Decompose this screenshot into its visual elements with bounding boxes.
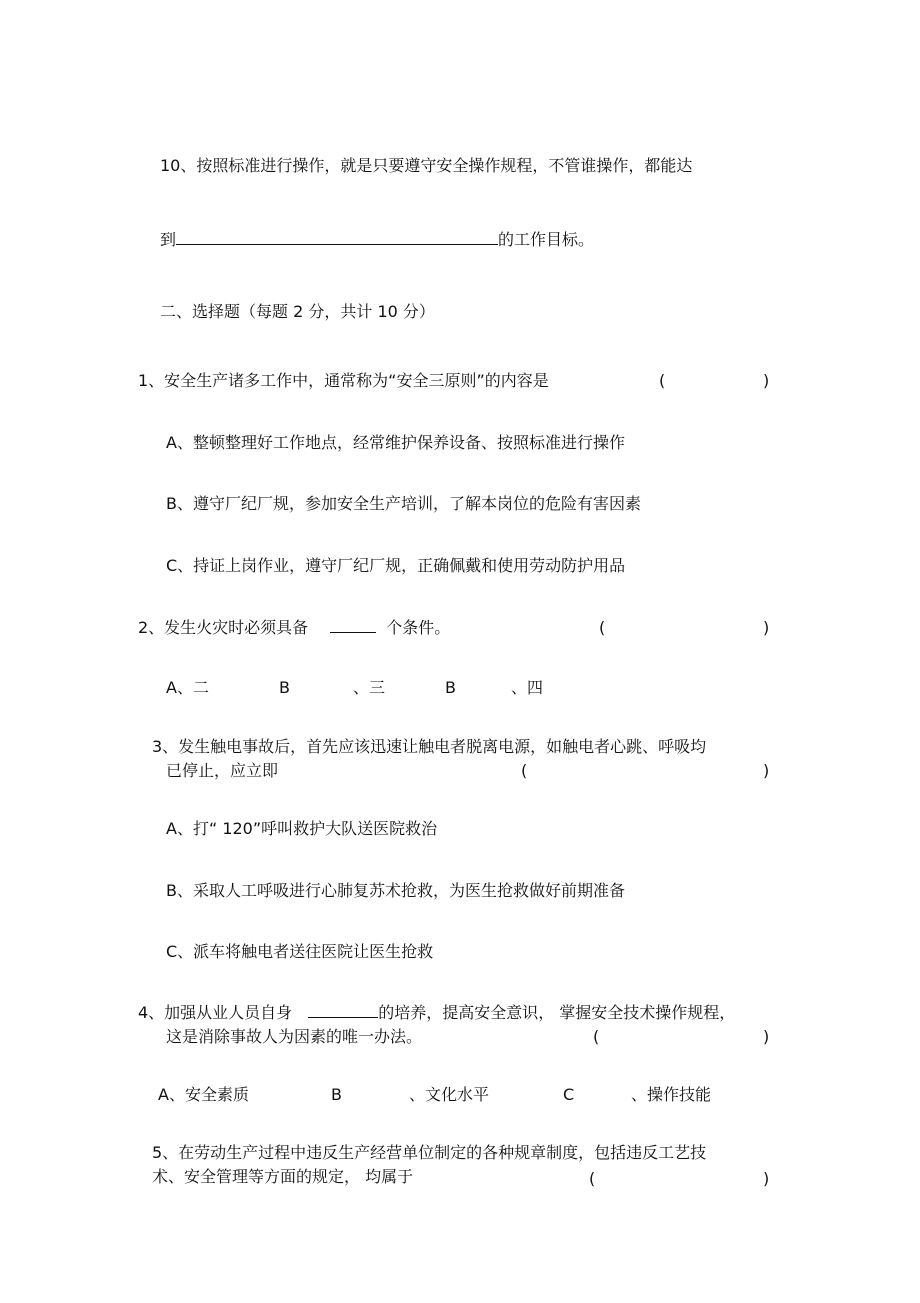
q2-stem-suffix: 个条件。: [386, 618, 451, 637]
q2-stem-prefix: 2、发生火灾时必须具备: [138, 618, 309, 637]
q4-answer-paren-close[interactable]: ): [763, 1027, 770, 1046]
q3-answer-paren-close[interactable]: ): [763, 761, 770, 780]
q1-answer-paren-open[interactable]: (: [659, 371, 666, 390]
q4-option-c-letter[interactable]: C: [563, 1085, 575, 1104]
q3-stem-line2: 已停止，应立即: [166, 761, 279, 780]
q4-stem-prefix: 4、加强从业人员自身: [138, 1003, 293, 1022]
q2-answer-paren-close[interactable]: ): [763, 618, 770, 637]
q2-option-a[interactable]: A、二: [166, 678, 209, 697]
q2-option-c-text[interactable]: 、四: [511, 678, 544, 697]
q1-answer-paren-close[interactable]: ): [763, 371, 770, 390]
q4-option-a[interactable]: A、安全素质: [158, 1085, 249, 1104]
q4-option-b-text[interactable]: 、文化水平: [409, 1085, 490, 1104]
q4-answer-paren-open[interactable]: (: [593, 1027, 600, 1046]
q4-answer-blank[interactable]: [308, 1003, 378, 1018]
q4-option-b-letter[interactable]: B: [331, 1085, 342, 1104]
q3-option-a[interactable]: A、打“ 120”呼叫救护大队送医院救治: [166, 819, 438, 838]
q10-line2-prefix: 到: [160, 230, 177, 249]
q2-option-b-text[interactable]: 、三: [353, 678, 386, 697]
q2-stem: [138, 618, 450, 638]
q10-line1: 10、按照标准进行操作，就是只要遵守安全操作规程，不管谁操作，都能达: [160, 156, 693, 175]
section-title: 二、选择题（每题 2 分，共计 10 分）: [160, 302, 435, 321]
q3-option-c[interactable]: C、派车将触电者送往医院让医生抢救: [166, 942, 434, 961]
q4-option-c-text[interactable]: 、操作技能: [631, 1085, 712, 1104]
q2-answer-blank[interactable]: [330, 618, 376, 633]
q10-line2-suffix: 的工作目标。: [498, 230, 595, 249]
q5-stem-line2: 术、安全管理等方面的规定， 均属于: [152, 1167, 414, 1186]
q2-option-b-letter[interactable]: B: [279, 678, 290, 697]
q3-option-b[interactable]: B、采取人工呼吸进行心肺复苏术抢救，为医生抢救做好前期准备: [166, 881, 625, 900]
q5-stem-line1: 5、在劳动生产过程中违反生产经营单位制定的各种规章制度，包括违反工艺技: [152, 1143, 707, 1162]
q2-answer-paren-open[interactable]: (: [599, 618, 606, 637]
q1-option-a[interactable]: A、整顿整理好工作地点，经常维护保养设备、按照标准进行操作: [166, 433, 625, 452]
q3-answer-paren-open[interactable]: (: [521, 761, 528, 780]
q1-option-c[interactable]: C、持证上岗作业，遵守厂纪厂规，正确佩戴和使用劳动防护用品: [166, 556, 626, 575]
q2-option-c-letter[interactable]: B: [445, 678, 456, 697]
q3-stem-line1: 3、发生触电事故后，首先应该迅速让触电者脱离电源，如触电者心跳、呼吸均: [152, 737, 707, 756]
q4-stem-line1: [138, 1003, 735, 1023]
q5-answer-paren-close[interactable]: ): [763, 1169, 770, 1188]
q1-option-b[interactable]: B、遵守厂纪厂规，参加安全生产培训，了解本岗位的危险有害因素: [166, 494, 641, 513]
q10-answer-blank[interactable]: [176, 230, 498, 245]
q10-line2: [160, 230, 594, 250]
q4-stem-suffix: 的培养，提高安全意识， 掌握安全技术操作规程，: [378, 1003, 736, 1022]
q5-answer-paren-open[interactable]: (: [589, 1169, 596, 1188]
q4-stem-line2: 这是消除事故人为因素的唯一办法。: [166, 1027, 423, 1046]
q1-stem: 1、安全生产诸多工作中，通常称为“安全三原则”的内容是: [138, 371, 549, 390]
